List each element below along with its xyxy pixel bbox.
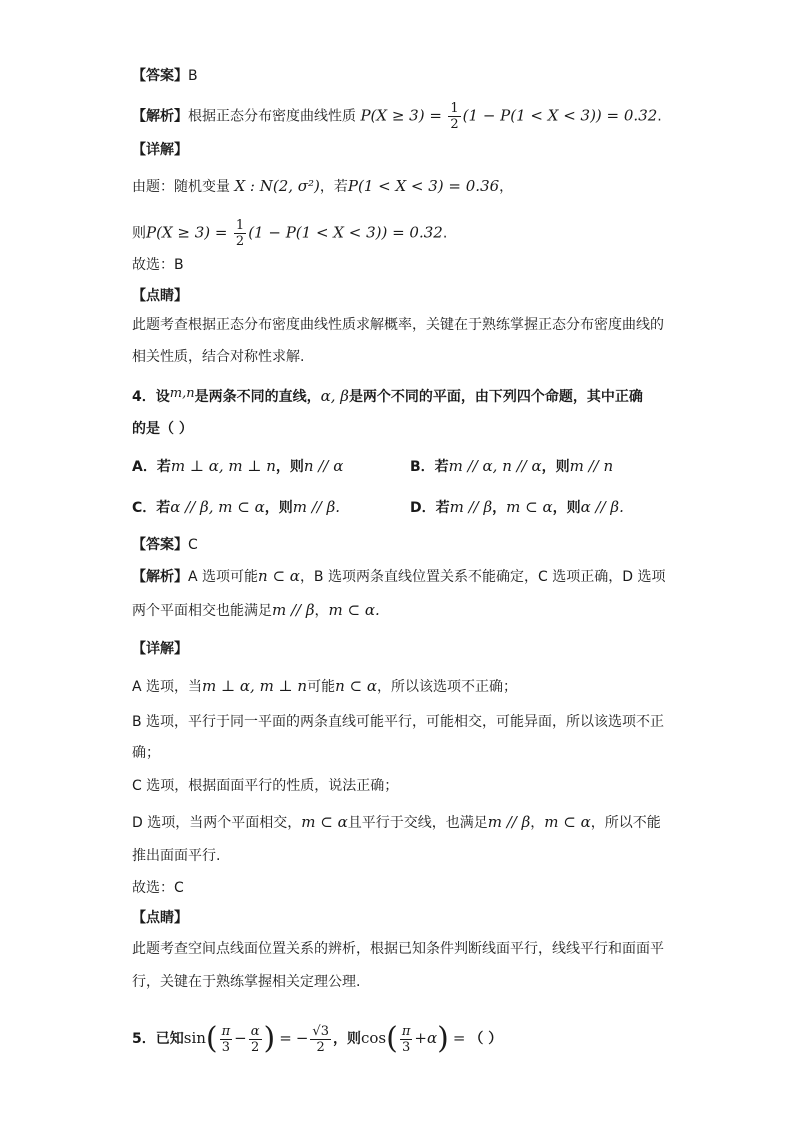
stem-planes: α, β [320,387,349,405]
comment-tag-line [132,286,188,306]
option-condition: m // α, n // α [448,457,542,475]
option-result: α // β. [580,498,624,516]
detail-if: ，若 [319,179,348,195]
comment-line-2: 行，关键在于熟练掌握相关定理公理. [132,974,361,990]
detail-formula: m ⊂ α [544,813,591,831]
comment-line-1: 此题考查空间点线面位置关系的辨析，根据已知条件判断线面平行，线线平行和面面平 [132,941,664,957]
comment-tag: 【点睛】 [132,910,188,926]
analysis-sep: ， [314,603,329,619]
detail-text: D 选项，当两个平面相交， [132,815,302,831]
distribution-formula: X : N(2, σ²) [234,177,320,195]
detail-tag: 【详解】 [132,641,188,657]
plus-sign: + [414,1029,427,1047]
half-fraction: $\frac{1}{2}$ [450,101,459,132]
analysis-line: 【解析】根据正态分布密度曲线性质 P(X ≥ 3) = $\frac{1}{2}$ (1 − P(1 < X < 3)) = 0.32. [132,101,662,132]
detail-b-1: B 选项，平行于同一平面的两条直线可能平行，可能相交，可能异面，所以该选项不正 [132,714,665,730]
analysis-tag: 【解析】 [132,569,188,585]
choice-line: 故选：B [132,257,184,273]
question-4-stem-1 [132,384,643,404]
option-result: m // n [569,457,614,475]
detail-sep: ， [530,815,545,831]
detail-line-1 [132,176,513,196]
detail-d-2: 推出面面平行. [132,848,221,864]
detail-a [132,676,517,696]
detail-line-2: 则P(X ≥ 3) = $\frac{1}{2}$ (1 − P(1 < X < 3)) = 0.32. [132,218,448,249]
question-5-stem [132,1016,502,1060]
option-sep: ， [492,500,507,516]
detail-text: ，所以该选项不正确； [377,679,517,695]
analysis-formula-left: P(X ≥ 3) = [360,106,442,125]
question-4-stem-2: 的是（ ） [132,421,193,437]
detail-formula-right: (1 − P(1 < X < 3)) = 0.32 [248,223,443,242]
paren-open: ( [386,1021,398,1056]
comment-line-2: 相关性质，结合对称性求解. [132,349,305,365]
detail-tag-line [132,639,188,659]
detail-formula: m ⊥ α, m ⊥ n [202,677,308,695]
detail-tag: 【详解】 [132,142,188,158]
analysis-text: A 选项可能 [188,569,259,585]
comment-tag: 【点睛】 [132,288,188,304]
minus-sign: − [295,1029,309,1047]
condition-formula: P(1 < X < 3) = 0.36 [347,177,500,195]
stem-text: 4．设 [132,389,170,405]
option-then: ，则 [275,459,304,475]
option-d [410,497,624,518]
option-then: ，则 [552,500,581,516]
detail-then: 则 [132,225,146,242]
detail-formula: m // β [487,813,531,831]
answer-tag: 【答案】 [132,537,188,553]
detail-formula-left: P(X ≥ 3) = [146,223,228,242]
option-then: ，则 [264,500,293,516]
pi-over-3: $\frac{\pi}{3}$ [221,1023,231,1055]
analysis-formula-right: (1 − P(1 < X < 3)) = 0.32 [462,106,658,125]
comment-line-1: 此题考查根据正态分布密度曲线性质求解概率，关键在于熟练掌握正态分布密度曲线的 [132,317,664,333]
detail-text: 由题：随机变量 [132,179,230,195]
detail-end: ， [499,179,514,195]
option-result: n // α [303,457,344,475]
cos-func: cos [360,1029,387,1047]
detail-d-1 [132,812,661,832]
option-b [410,456,613,477]
analysis-text: 两个平面相交也能满足 [132,603,272,619]
equals-sign: = [279,1029,292,1047]
answer-line [132,66,198,86]
equals-sign: = [452,1029,466,1047]
analysis-formula: n ⊂ α [258,567,300,585]
sin-func: sin [183,1029,206,1047]
alpha-over-2: $\frac{\alpha}{2}$ [250,1023,260,1055]
alpha: α [426,1029,438,1047]
detail-formula: m ⊂ α [301,813,348,831]
option-condition: m ⊂ α [506,498,553,516]
detail-formula: n ⊂ α [335,677,377,695]
detail-b-2: 确； [132,745,160,761]
answer-value: B [188,68,198,84]
analysis-line-1 [132,566,665,586]
choice-line: 故选：C [132,880,184,896]
option-label: D．若 [410,500,450,516]
detail-tag-line [132,140,188,160]
paren-close: ) [263,1021,276,1056]
detail-text: ，所以不能 [590,815,661,831]
detail-text: A 选项，当 [132,679,203,695]
answer-blank: （ ） [469,1031,503,1047]
detail-c: C 选项，根据面面平行的性质，说法正确； [132,778,399,794]
analysis-text: 根据正态分布密度曲线性质 [188,108,356,125]
root3-over-2: $\frac{√3}{2}$ [312,1023,329,1055]
pi-over-3: $\frac{\pi}{3}$ [401,1023,411,1055]
stem-text: 5．已知 [132,1031,184,1047]
answer-value: C [188,537,198,553]
stem-lines: m,n [169,386,195,401]
answer-line [132,535,198,555]
paren-close: ) [437,1021,449,1056]
option-label: A．若 [132,459,171,475]
half-fraction: $\frac{1}{2}$ [235,218,245,249]
option-result: m // β. [292,498,341,516]
option-c [132,497,340,517]
option-label: C．若 [132,500,171,516]
stem-text: ，则 [332,1031,361,1047]
analysis-line-2 [132,600,380,620]
analysis-tag: 【解析】 [132,108,188,125]
stem-text: 是两个不同的平面，由下列四个命题，其中正确 [348,389,643,405]
option-label: B．若 [410,459,449,475]
option-condition: α // β, m ⊂ α [170,498,265,516]
stem-text: 是两条不同的直线， [194,389,321,405]
comment-tag-line [132,908,188,928]
answer-tag: 【答案】 [132,68,188,84]
analysis-text: ，B 选项两条直线位置关系不能确定，C 选项正确，D 选项 [299,569,666,585]
option-condition: m ⊥ α, m ⊥ n [170,457,276,475]
option-then: ，则 [541,459,570,475]
option-a [132,456,343,476]
detail-text: 且平行于交线，也满足 [347,815,488,831]
option-condition: m // β [449,498,493,516]
minus-sign: − [234,1029,247,1047]
paren-open: ( [205,1021,218,1056]
analysis-formula: m // β [272,601,315,619]
detail-text: 可能 [307,679,336,695]
analysis-formula: m ⊂ α. [328,601,380,619]
